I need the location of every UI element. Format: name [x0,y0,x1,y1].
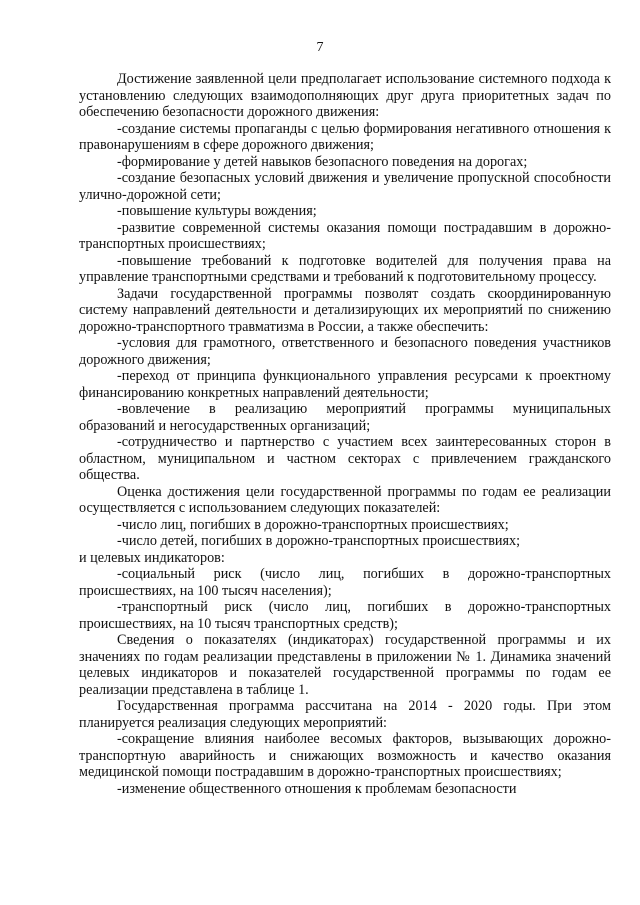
paragraph: Сведения о показателях (индикаторах) государственной программы и их значениях по годам реализации представлены в приложении № 1. Динамика значений целевых индикаторов и показателей государственной программы по годам ее реализации представлена в таблице 1. [79,632,611,698]
list-item: -сотрудничество и партнерство с участием всех заинтересованных сторон в областном, муниципальном и частном секторах с привлечением гражданского общества. [79,434,611,483]
list-item: -повышение требований к подготовке водителей для получения права на управление транспортными средствами и требований к подготовительному процессу. [79,252,611,285]
list-item: -изменение общественного отношения к проблемам безопасности [117,780,517,797]
list-item: -создание системы пропаганды с целью формирования негативного отношения к правонарушениям в сфере дорожного движения; [79,120,611,153]
list-item: -социальный риск (число лиц, погибших в дорожно-транспортных происшествиях, на 100 тысяч населения); [79,566,611,599]
list-item: -условия для грамотного, ответственного и безопасного поведения участников дорожного движения; [79,335,611,368]
paragraph: Оценка достижения цели государственной программы по годам ее реализации осуществляется с использованием следующих показателей: [79,483,611,516]
list-item: -переход от принципа функционального управления ресурсами к проектному финансированию конкретных направлений деятельности; [79,368,611,401]
list-item: -сокращение влияния наиболее весомых факторов, вызывающих дорожно-транспортную аварийность и снижающих возможность и качество оказания медицинской помощи пострадавшим в дорожно-транспортных происшествиях; [79,731,611,780]
paragraph: Задачи государственной программы позволят создать скоординированную систему направлений деятельности и детализирующих их мероприятий по снижению дорожно-транспортного травматизма в России, а также обеспечить: [79,285,611,335]
list-item: -число лиц, погибших в дорожно-транспортных происшествиях; [117,516,509,533]
list-item: -вовлечение в реализацию мероприятий программы муниципальных образований и негосударственных организаций; [79,401,611,434]
paragraph: Достижение заявленной цели предполагает использование системного подхода к установлению следующих взаимодополняющих друг друга приоритетных задач по обеспечению безопасности дорожного движения: [79,71,611,120]
list-item: -развитие современной системы оказания помощи пострадавшим в дорожно- транспортных происшествиях; [79,219,611,252]
paragraph: Государственная программа рассчитана на 2014 - 2020 годы. При этом планируется реализация следующих мероприятий: [79,698,611,731]
list-item: -формирование у детей навыков безопасного поведения на дорогах; [117,153,528,170]
list-item: -создание безопасных условий движения и увеличение пропускной способности улично-дорожной сети; [79,170,611,203]
list-item: -повышение культуры вождения; [117,203,317,219]
document-body [79,71,611,797]
list-item: -транспортный риск (число лиц, погибших в дорожно-транспортных происшествиях, на 10 тысяч транспортных средств); [79,599,611,632]
list-item: -число детей, погибших в дорожно-транспортных происшествиях; [117,533,521,549]
page-number: 7 [316,40,324,55]
paragraph: и целевых индикаторов: [79,549,225,566]
